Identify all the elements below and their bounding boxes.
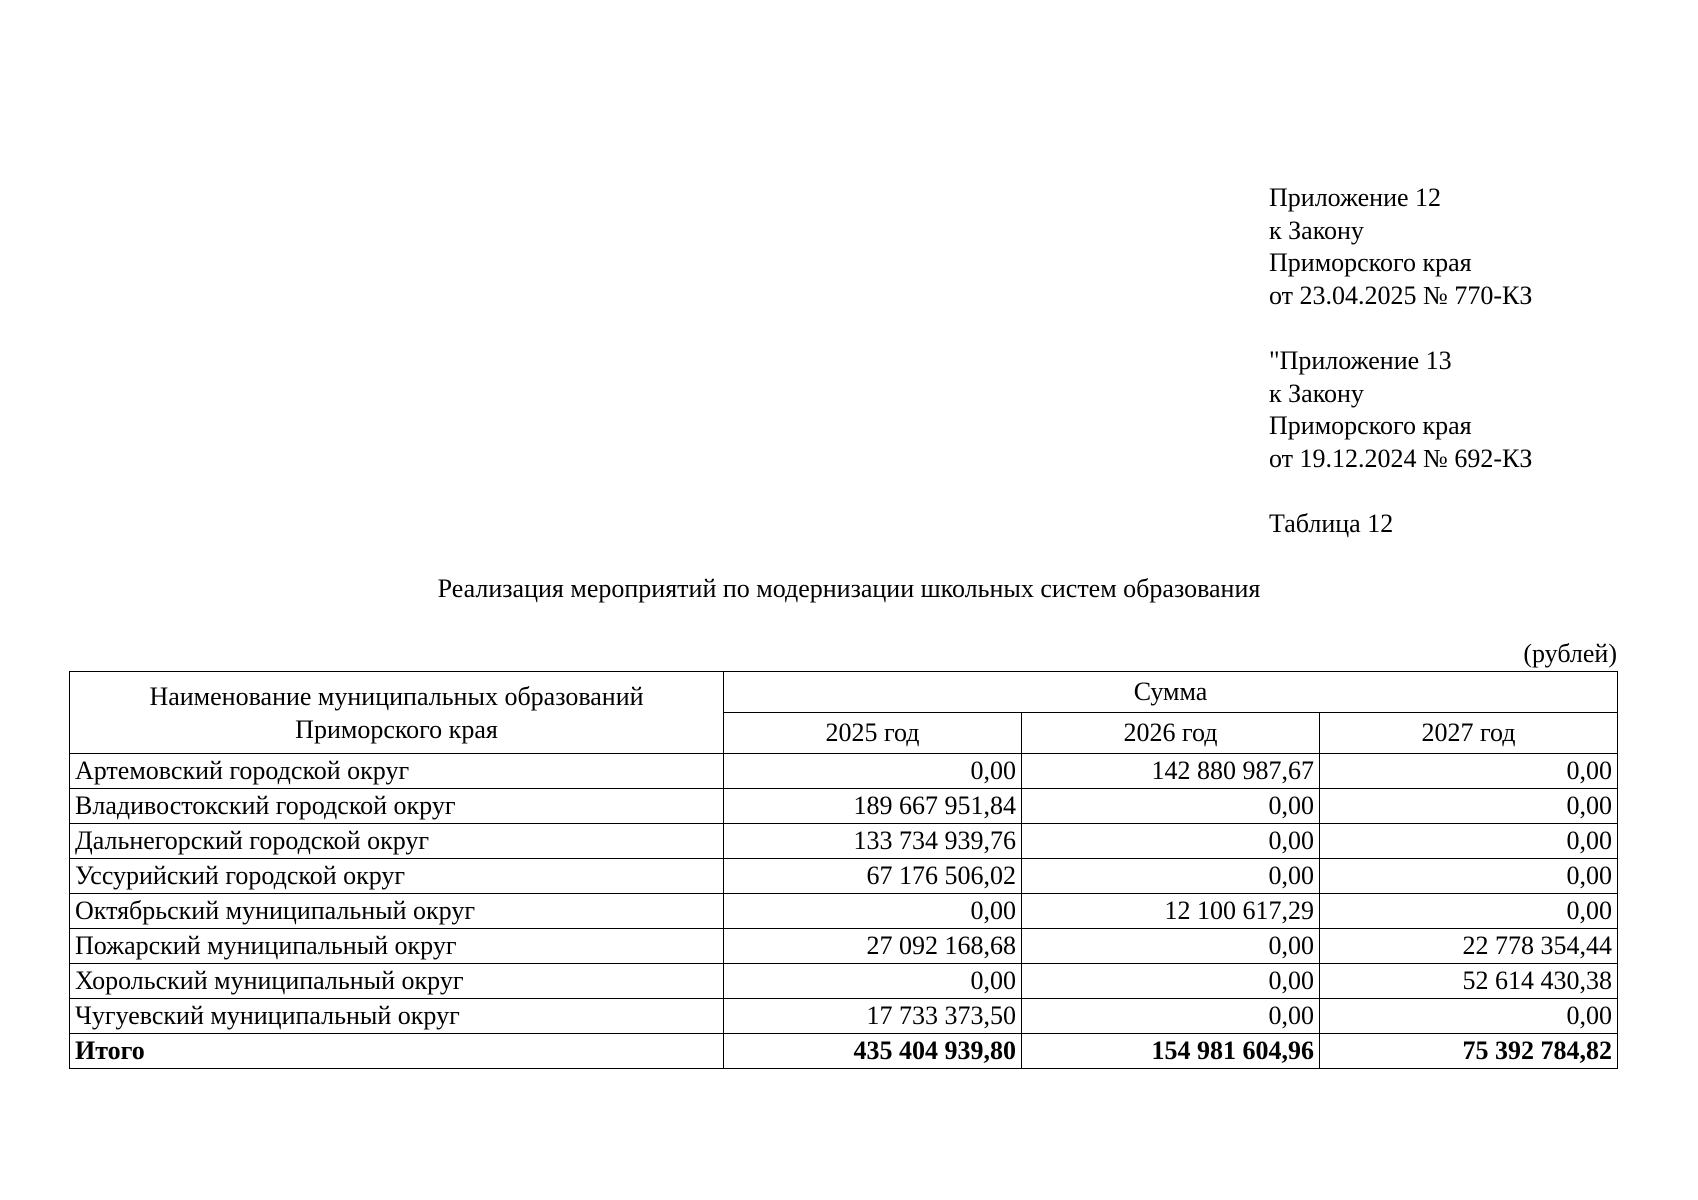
amount-2026: 0,00: [1022, 999, 1320, 1034]
amount-2027: 22 778 354,44: [1320, 929, 1618, 964]
total-2025: 435 404 939,80: [724, 1034, 1022, 1069]
total-row: [70, 1034, 1618, 1069]
municipality-name: Уссурийский городской округ: [70, 859, 724, 894]
name-header-line: Наименование муниципальных образований: [149, 681, 644, 711]
table-row: [70, 964, 1618, 999]
name-header-line: Приморского края: [295, 714, 498, 744]
amount-2026: 0,00: [1022, 859, 1320, 894]
total-2027: 75 392 784,82: [1320, 1034, 1618, 1069]
municipality-name: Чугуевский муниципальный округ: [70, 999, 724, 1034]
amount-2026: 0,00: [1022, 964, 1320, 999]
annex-line: Приложение 12: [1269, 183, 1442, 212]
annex-gap: [1269, 475, 1532, 508]
annex-header: [1269, 182, 1532, 541]
document-title: Реализация мероприятий по модернизации школьных систем образования: [437, 574, 1261, 603]
amount-2027: 0,00: [1320, 824, 1618, 859]
municipality-name: Хорольский муниципальный округ: [70, 964, 724, 999]
table-row: [70, 894, 1618, 929]
total-label: Итого: [70, 1034, 724, 1069]
total-2026: 154 981 604,96: [1022, 1034, 1320, 1069]
amount-2025: 189 667 951,84: [724, 789, 1022, 824]
annex-line: к Закону: [1269, 378, 1364, 408]
amount-2027: 0,00: [1320, 894, 1618, 929]
year-header-2027: 2027 год: [1320, 713, 1618, 754]
amount-2027: 0,00: [1320, 859, 1618, 894]
table-row: [70, 754, 1618, 789]
amount-2026: 142 880 987,67: [1022, 754, 1320, 789]
amount-2027: 0,00: [1320, 754, 1618, 789]
annex-line: Приморского края: [1269, 411, 1472, 440]
amount-2027: 0,00: [1320, 999, 1618, 1034]
name-column-header: [70, 672, 724, 754]
table-row: [70, 929, 1618, 964]
municipality-name: Владивостокский городской округ: [70, 789, 724, 824]
municipality-name: Октябрьский муниципальный округ: [70, 894, 724, 929]
annex-line: от 23.04.2025 № 770-КЗ: [1269, 280, 1533, 310]
municipality-name: Пожарский муниципальный округ: [70, 929, 724, 964]
amount-2025: 67 176 506,02: [724, 859, 1022, 894]
amount-2026: 12 100 617,29: [1022, 894, 1320, 929]
amounts-table: [69, 671, 1618, 1069]
annex-line: "Приложение 13: [1269, 346, 1452, 375]
table-row: [70, 999, 1618, 1034]
amount-2025: 0,00: [724, 894, 1022, 929]
table-number: Таблица 12: [1269, 509, 1394, 538]
amount-2027: 52 614 430,38: [1320, 964, 1618, 999]
amount-2027: 0,00: [1320, 789, 1618, 824]
annex-gap: [1269, 312, 1532, 345]
annex-line: Приморского края: [1269, 248, 1472, 277]
amount-2026: 0,00: [1022, 824, 1320, 859]
table-row: [70, 859, 1618, 894]
amount-2025: 27 092 168,68: [724, 929, 1022, 964]
municipality-name: Артемовский городской округ: [70, 754, 724, 789]
amount-2025: 17 733 373,50: [724, 999, 1022, 1034]
amount-2025: 0,00: [724, 754, 1022, 789]
sum-header: Сумма: [724, 672, 1618, 713]
units-label: (рублей): [1523, 639, 1617, 668]
amount-2026: 0,00: [1022, 929, 1320, 964]
amount-2025: 0,00: [724, 964, 1022, 999]
year-header-2026: 2026 год: [1022, 713, 1320, 754]
municipality-name: Дальнегорский городской округ: [70, 824, 724, 859]
annex-line: от 19.12.2024 № 692-КЗ: [1269, 443, 1533, 473]
amount-2025: 133 734 939,76: [724, 824, 1022, 859]
year-header-2025: 2025 год: [724, 713, 1022, 754]
annex-line: к Закону: [1269, 215, 1364, 245]
table-row: [70, 824, 1618, 859]
table-row: [70, 789, 1618, 824]
amount-2026: 0,00: [1022, 789, 1320, 824]
